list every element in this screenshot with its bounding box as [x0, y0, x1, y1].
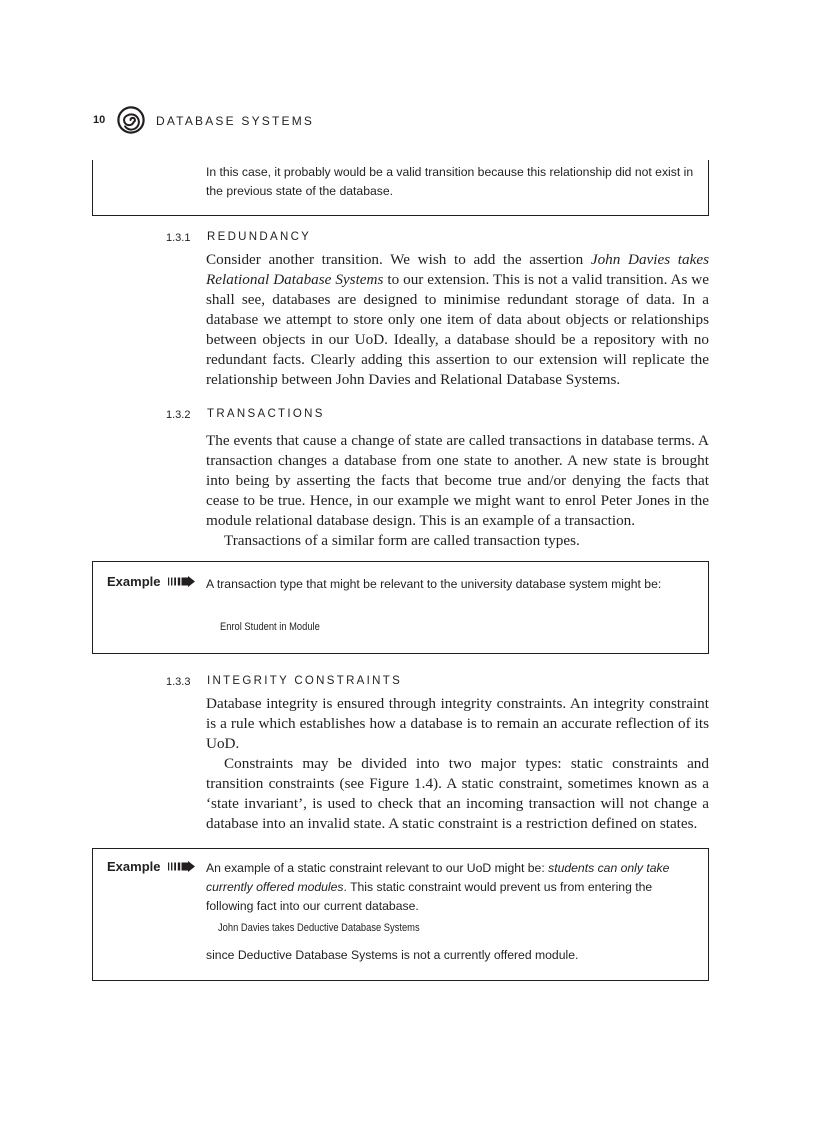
paragraph: Transactions of a similar form are called transaction types.	[224, 532, 580, 549]
page-number: 10	[93, 114, 106, 126]
paragraph: Constraints may be divided into two major types: static constraints and transition constraints (see Figure 1.4). A static constraint, sometimes known as a ‘state invariant’, is used to check that an incoming transaction will not change a database into an invalid state. A static constraint is a restriction defined on states.	[206, 755, 709, 832]
arrow-icon	[168, 576, 195, 587]
section-body	[206, 250, 709, 390]
example-text: An example of a static constraint relevant to our UoD might be: students can only take currently offered modules. This static constraint would prevent us from entering the following fact into our current database.	[206, 861, 670, 913]
continued-example-text: In this case, it probably would be a valid transition because this relationship did not exist in the previous state of the database.	[206, 165, 694, 198]
example-text: since Deductive Database Systems is not a currently offered module.	[206, 948, 579, 962]
example-label: Example	[107, 574, 195, 589]
section-body	[206, 694, 709, 834]
example-code: Enrol Student in Module	[220, 621, 320, 633]
paragraph: Database integrity is ensured through integrity constraints. An integrity constraint is a rule which establishes how a database is to remain an accurate reflection of its UoD.	[206, 695, 709, 752]
section-body	[206, 431, 709, 551]
example-label: Example	[107, 859, 195, 874]
spiral-logo-icon	[117, 106, 145, 134]
example-code: John Davies takes Deductive Database Systems	[218, 922, 420, 934]
paragraph: Consider another transition. We wish to add the assertion John Davies takes Relational Database Systems to our extension. This is not a valid transition. As we shall see, databases are designed to minimise redundant storage of data. In a database we attempt to store only one item of data about objects or relationships between objects in our UoD. Ideally, a database should be a repository with no redundant facts. Clearly adding this assertion to our extension will replicate the relationship between John Davies and Relational Database Systems.	[206, 251, 709, 388]
section-title: REDUNDANCY	[207, 231, 312, 243]
example-text: A transaction type that might be relevant to the university database system might be:	[206, 577, 662, 591]
running-head: DATABASE SYSTEMS	[156, 114, 315, 128]
section-number: 1.3.1	[166, 232, 191, 244]
section-number: 1.3.2	[166, 409, 191, 421]
section-title: TRANSACTIONS	[207, 408, 325, 420]
section-title: INTEGRITY CONSTRAINTS	[207, 675, 403, 687]
section-number: 1.3.3	[166, 676, 191, 688]
paragraph: The events that cause a change of state are called transactions in database terms. A transaction changes a database from one state to another. A new state is brought into being by asserting the facts that become true and/or denying the facts that cease to be true. Hence, in our example we might want to enrol Peter Jones in the module relational database design. This is an example of a transaction.	[206, 432, 709, 529]
arrow-icon	[168, 861, 195, 872]
